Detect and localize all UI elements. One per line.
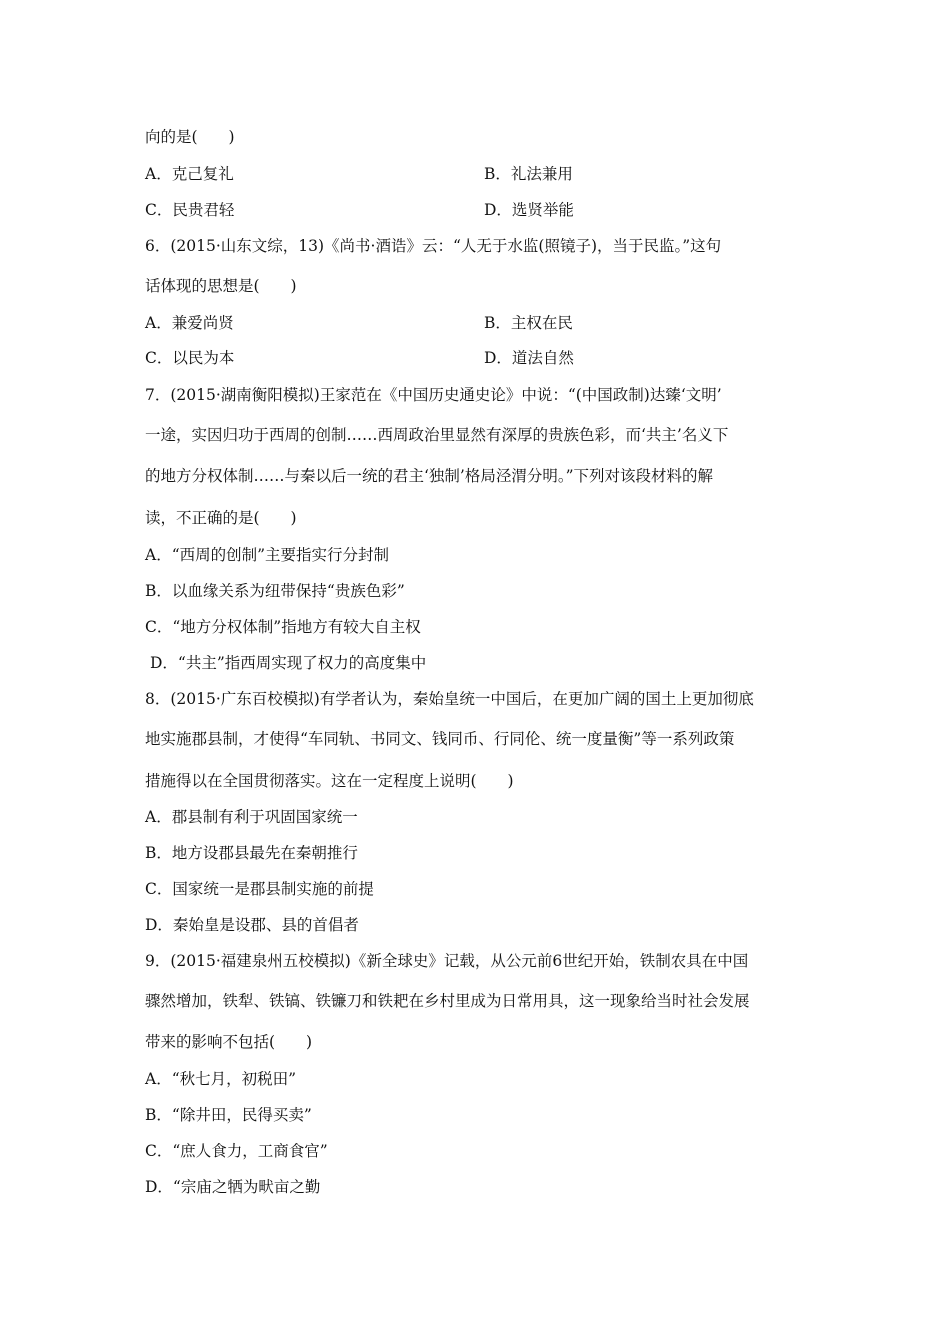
q5-option-b: B．礼法兼用 (484, 165, 573, 183)
q7-option-d: D．“共主”指西周实现了权力的高度集中 (150, 654, 427, 672)
q9-option-b: B．“除井田，民得买卖” (145, 1106, 312, 1124)
q7-stem-line-2: 一途，实因归功于西周的创制……西周政治里显然有深厚的贵族色彩，而‘共主’名义下 (145, 426, 729, 444)
q9-stem-line-3: 带来的影响不包括( ) (145, 1033, 313, 1051)
q7-option-a: A．“西周的创制”主要指实行分封制 (145, 546, 390, 564)
q5-option-a: A．克己复礼 (145, 165, 234, 183)
q6-option-c: C．以民为本 (145, 349, 235, 367)
q9-stem-line-1: 9．(2015·福建泉州五校模拟)《新全球史》记载，从公元前6世纪开始，铁制农具在中国 (145, 952, 749, 970)
q7-stem-line-1: 7．(2015·湖南衡阳模拟)王家范在《中国历史通史论》中说：“(中国政制)达臻‘文明’ (145, 386, 722, 404)
q6-option-d: D．道法自然 (484, 349, 574, 367)
q8-option-b: B．地方设郡县最先在秦朝推行 (145, 844, 358, 862)
q6-option-b: B．主权在民 (484, 314, 573, 332)
q7-option-b: B．以血缘关系为纽带保持“贵族色彩” (145, 582, 405, 600)
q8-option-a: A．郡县制有利于巩固国家统一 (145, 808, 358, 826)
q6-option-a: A．兼爱尚贤 (145, 314, 234, 332)
q5-option-c: C．民贵君轻 (145, 201, 235, 219)
q5-option-d: D．选贤举能 (484, 201, 574, 219)
q5-stem-end: 向的是( ) (145, 128, 235, 146)
q7-option-c: C．“地方分权体制”指地方有较大自主权 (145, 618, 421, 636)
q8-stem-line-1: 8．(2015·广东百校模拟)有学者认为，秦始皇统一中国后，在更加广阔的国土上更加彻底 (145, 690, 754, 708)
q9-option-a: A．“秋七月，初税田” (145, 1070, 297, 1088)
q9-option-d: D．“宗庙之牺为畎亩之勤 (145, 1178, 321, 1196)
q8-option-c: C．国家统一是郡县制实施的前提 (145, 880, 374, 898)
q7-stem-line-4: 读，不正确的是( ) (145, 509, 297, 527)
q6-stem-line-1: 6．(2015·山东文综，13)《尚书·酒诰》云：“人无于水监(照镜子)，当于民监。”这句 (145, 237, 722, 255)
q8-stem-line-2: 地实施郡县制，才使得“车同轨、书同文、钱同币、行同伦、统一度量衡”等一系列政策 (145, 730, 735, 748)
q8-stem-line-3: 措施得以在全国贯彻落实。这在一定程度上说明( ) (145, 772, 514, 790)
q9-stem-line-2: 骤然增加，铁犁、铁镐、铁镰刀和铁耙在乡村里成为日常用具，这一现象给当时社会发展 (145, 992, 750, 1010)
q6-stem-line-2: 话体现的思想是( ) (145, 277, 297, 295)
q7-stem-line-3: 的地方分权体制……与秦以后一统的君主‘独制’格局泾渭分明。”下列对该段材料的解 (145, 467, 714, 485)
q9-option-c: C．“庶人食力，工商食官” (145, 1142, 328, 1160)
q8-option-d: D．秦始皇是设郡、县的首倡者 (145, 916, 359, 934)
